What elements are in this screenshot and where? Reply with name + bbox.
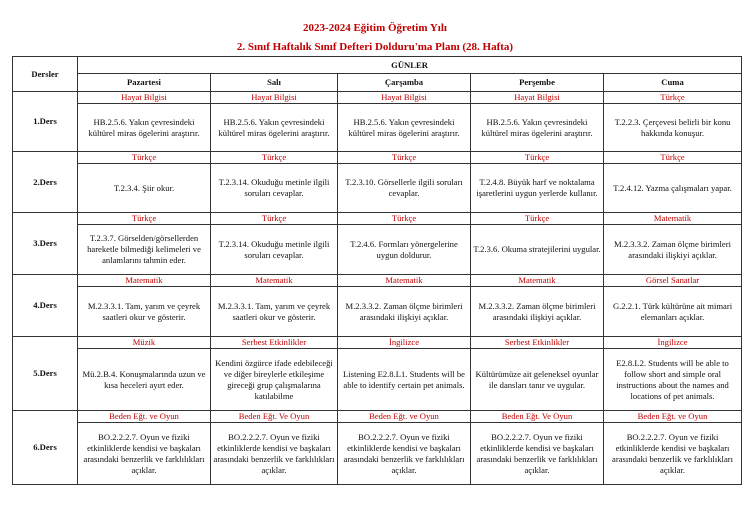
subject-cell: Matematik (78, 275, 211, 287)
subject-cell: Türkçe (471, 152, 604, 164)
day-header: Perşembe (471, 74, 604, 92)
day-header: Salı (211, 74, 338, 92)
objective-cell: HB.2.5.6. Yakın çevresindeki kültürel miras ögelerini araştırır. (471, 104, 604, 152)
subject-cell: Beden Eğt. ve Oyun (338, 411, 471, 423)
subject-cell: Türkçe (471, 213, 604, 225)
year-title: 2023-2024 Eğitim Öğretim Yılı (303, 22, 447, 34)
content-row (13, 164, 742, 213)
subject-cell: Görsel Sanatlar (604, 275, 742, 287)
content-row (13, 104, 742, 152)
objective-cell: M.2.3.3.1. Tam, yarım ve çeyrek saatleri okur ve gösterir. (78, 287, 211, 337)
subject-cell: Türkçe (78, 213, 211, 225)
objective-cell: T.2.3.14. Okuduğu metinle ilgili soruları cevaplar. (211, 164, 338, 213)
objective-cell: HB.2.5.6. Yakın çevresindeki kültürel miras ögelerini araştırır. (211, 104, 338, 152)
objective-cell: T.2.4.8. Büyük harf ve noktalama işaretlerini uygun yerlerde kullanır. (471, 164, 604, 213)
subject-cell: Matematik (211, 275, 338, 287)
subject-cell: Matematik (604, 213, 742, 225)
subject-cell: Türkçe (604, 92, 742, 104)
content-row (13, 287, 742, 337)
day-header: Cuma (604, 74, 742, 92)
objective-cell: M.2.3.3.2. Zaman ölçme birimleri arasındaki ilişkiyi açıklar. (604, 225, 742, 275)
weekly-plan-table (12, 56, 742, 485)
day-header: Çarşamba (338, 74, 471, 92)
subject-row (13, 152, 742, 164)
plan-title: 2. Sınıf Haftalık Sınıf Defteri Dolduru'ma Planı (28. Hafta) (236, 41, 514, 53)
objective-cell: HB.2.5.6. Yakın çevresindeki kültürel miras ögelerini araştırır. (338, 104, 471, 152)
subject-cell: Beden Eğt. ve Oyun (604, 411, 742, 423)
table-header-row (13, 57, 742, 74)
objective-cell: BO.2.2.2.7. Oyun ve fiziki etkinliklerde kendisi ve başkaları arasındaki benzerlik ve farklılıkları açıklar. (211, 423, 338, 485)
subject-cell: Türkçe (78, 152, 211, 164)
objective-cell: Kendini özgürce ifade edebileceği ve diğer bireylerle etkileşime gireceği grup çalışmalarına katılabilme (211, 349, 338, 411)
objective-cell: M.2.3.3.2. Zaman ölçme birimleri arasındaki ilişkiyi açıklar. (471, 287, 604, 337)
subject-cell: İngilizce (338, 337, 471, 349)
gunler-header: GÜNLER (78, 57, 742, 74)
objective-cell: T.2.3.4. Şiir okur. (78, 164, 211, 213)
objective-cell: T.2.3.6. Okuma stratejilerini uygular. (471, 225, 604, 275)
subject-cell: Türkçe (338, 152, 471, 164)
subject-cell: Serbest Etkinlikler (211, 337, 338, 349)
subject-cell: Türkçe (211, 152, 338, 164)
subject-row (13, 337, 742, 349)
subject-cell: Beden Eğt. ve Oyun (78, 411, 211, 423)
lesson-label: 6.Ders (13, 411, 78, 485)
day-header: Pazartesi (78, 74, 211, 92)
subject-row (13, 275, 742, 287)
lesson-label: 4.Ders (13, 275, 78, 337)
objective-cell: T.2.3.10. Görsellerle ilgili soruları cevaplar. (338, 164, 471, 213)
content-row (13, 423, 742, 485)
objective-cell: T.2.4.6. Formları yönergelerine uygun doldurur. (338, 225, 471, 275)
lesson-label: 2.Ders (13, 152, 78, 213)
objective-cell: T.2.3.7. Görselden/görsellerden hareketle bilmediği kelimeleri ve anlamlarını tahmin eder. (78, 225, 211, 275)
subject-cell: Hayat Bilgisi (211, 92, 338, 104)
subject-cell: Türkçe (211, 213, 338, 225)
subject-cell: Beden Eğt. Ve Oyun (211, 411, 338, 423)
lesson-label: 1.Ders (13, 92, 78, 152)
subject-row (13, 92, 742, 104)
content-row (13, 225, 742, 275)
objective-cell: G.2.2.1. Türk kültürüne ait mimari elemanları açıklar. (604, 287, 742, 337)
objective-cell: HB.2.5.6. Yakın çevresindeki kültürel miras ögelerini araştırır. (78, 104, 211, 152)
subject-cell: Beden Eğt. Ve Oyun (471, 411, 604, 423)
objective-cell: E2.8.L2. Students will be able to follow short and simple oral instructions about the names and locations of pet animals. (604, 349, 742, 411)
objective-cell: M.2.3.3.2. Zaman ölçme birimleri arasındaki ilişkiyi açıklar. (338, 287, 471, 337)
objective-cell: Mü.2.B.4. Konuşmalarında uzun ve kısa heceleri ayırt eder. (78, 349, 211, 411)
objective-cell: T.2.3.14. Okuduğu metinle ilgili soruları cevaplar. (211, 225, 338, 275)
objective-cell: BO.2.2.2.7. Oyun ve fiziki etkinliklerde kendisi ve başkaları arasındaki benzerlik ve farklılıkları açıklar. (471, 423, 604, 485)
objective-cell: Listening E2.8.L1. Students will be able to identify certain pet animals. (338, 349, 471, 411)
subject-cell: Serbest Etkinlikler (471, 337, 604, 349)
subject-cell: Hayat Bilgisi (471, 92, 604, 104)
subject-cell: Hayat Bilgisi (338, 92, 471, 104)
objective-cell: BO.2.2.2.7. Oyun ve fiziki etkinliklerde kendisi ve başkaları arasındaki benzerlik ve farklılıkları açıklar. (604, 423, 742, 485)
objective-cell: T.2.4.12. Yazma çalışmaları yapar. (604, 164, 742, 213)
subject-cell: Matematik (471, 275, 604, 287)
subject-row (13, 213, 742, 225)
objective-cell: BO.2.2.2.7. Oyun ve fiziki etkinliklerde kendisi ve başkaları arasındaki benzerlik ve farklılıkları açıklar. (338, 423, 471, 485)
day-header-row (13, 74, 742, 92)
lesson-label: 5.Ders (13, 337, 78, 411)
objective-cell: BO.2.2.2.7. Oyun ve fiziki etkinliklerde kendisi ve başkaları arasındaki benzerlik ve farklılıkları açıklar. (78, 423, 211, 485)
subject-cell: Hayat Bilgisi (78, 92, 211, 104)
subject-row (13, 411, 742, 423)
lesson-label: 3.Ders (13, 213, 78, 275)
content-row (13, 349, 742, 411)
subject-cell: Türkçe (338, 213, 471, 225)
objective-cell: Kültürümüze ait geleneksel oyunlar ile dansları tanır ve uygular. (471, 349, 604, 411)
subject-cell: Türkçe (604, 152, 742, 164)
subject-cell: Müzik (78, 337, 211, 349)
subject-cell: Matematik (338, 275, 471, 287)
subject-cell: İngilizce (604, 337, 742, 349)
ders-header: Dersler (13, 57, 78, 92)
objective-cell: M.2.3.3.1. Tam, yarım ve çeyrek saatleri okur ve gösterir. (211, 287, 338, 337)
objective-cell: T.2.2.3. Çerçevesi belirli bir konu hakkında konuşur. (604, 104, 742, 152)
